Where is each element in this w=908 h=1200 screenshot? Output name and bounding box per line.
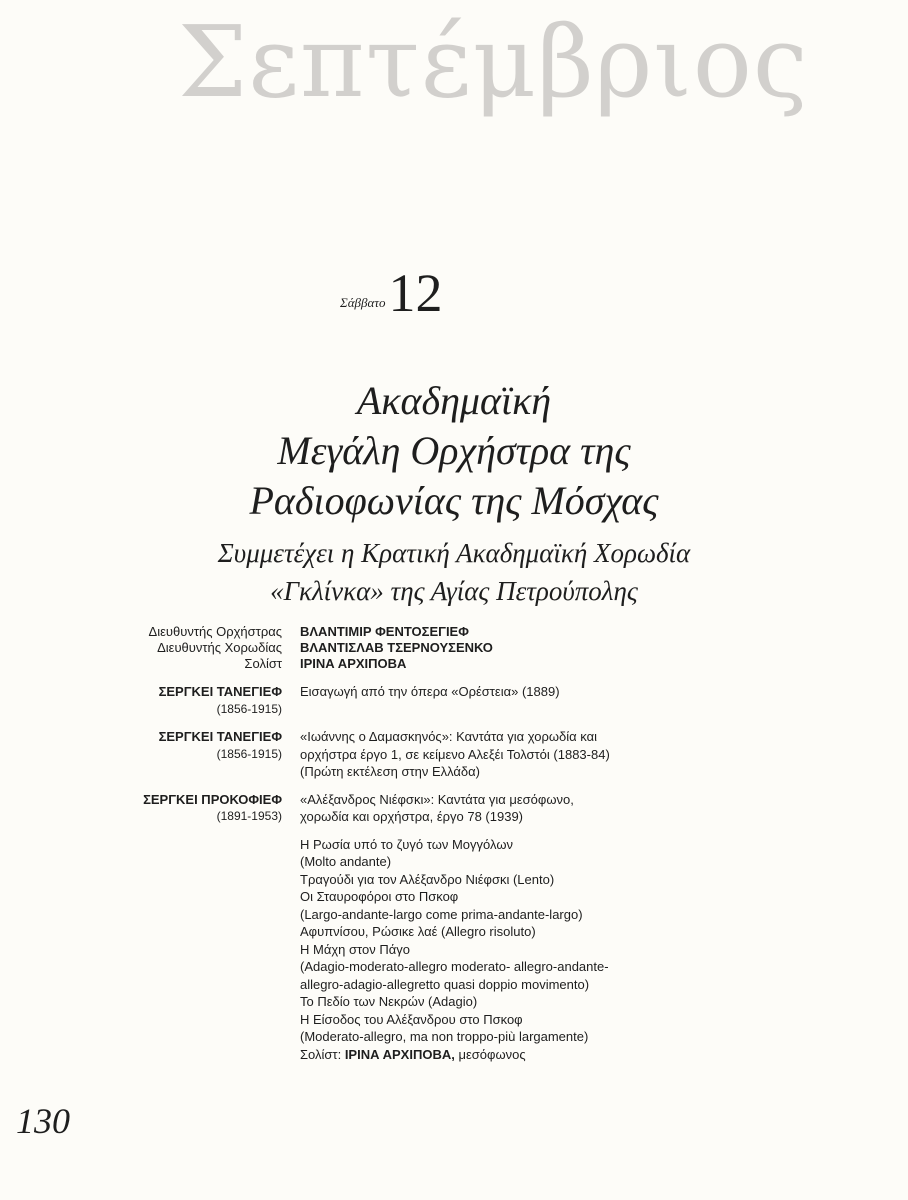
movement-line: Οι Σταυροφόροι στο Πσκοφ xyxy=(300,889,459,904)
credit-name: ΙΡΙΝΑ ΑΡΧΙΠΟΒΑ xyxy=(300,656,407,671)
movement-line: Η Είσοδος του Αλέξανδρου στο Πσκοφ xyxy=(300,1011,523,1027)
credit-row xyxy=(0,640,908,656)
composer-dates: (1856-1915) xyxy=(216,746,282,761)
composer-dates: (1856-1915) xyxy=(216,701,282,716)
composer xyxy=(0,683,282,718)
work-line: «Ιωάννης ο Δαμασκηνός»: Καντάτα για χορωδία και xyxy=(300,729,597,744)
subtitle-line: Συμμετέχει η Κρατική Ακαδημαϊκή Χορωδία xyxy=(217,538,691,568)
composer-name: ΣΕΡΓΚΕΙ ΤΑΝΕΓΙΕΦ xyxy=(158,684,282,699)
movement-line: (Moderato-allegro, ma non troppo-più largamente) xyxy=(300,1029,589,1044)
work-description xyxy=(300,791,660,826)
work-line: ορχήστρα έργο 1, σε κείμενο Αλεξέι Τολστόι (1883-84) xyxy=(300,746,610,762)
work-line: «Αλέξανδρος Νιέφσκι»: Καντάτα για μεσόφωνο, xyxy=(300,791,574,807)
concert-subtitle xyxy=(0,534,908,610)
movements-list xyxy=(300,836,908,1046)
credit-name: ΒΛΑΝΤΙΜΙΡ ΦΕΝΤΟΣΕΓΙΕΦ xyxy=(300,624,469,639)
credit-role: Διευθυντής Ορχήστρας xyxy=(148,624,282,639)
work-line: (Πρώτη εκτέλεση στην Ελλάδα) xyxy=(300,764,481,779)
movement-line: (Largo-andante-largo come prima-andante-largo) xyxy=(300,906,583,922)
soloist-name: ΙΡΙΝΑ ΑΡΧΙΠΟΒΑ, xyxy=(344,1046,455,1062)
credit-role: Διευθυντής Χορωδίας xyxy=(157,640,282,655)
credit-name: ΒΛΑΝΤΙΣΛΑΒ ΤΣΕΡΝΟΥΣΕΝΚΟ xyxy=(300,640,493,655)
month-heading: Σεπτέμβριος xyxy=(178,6,809,120)
movement-line: Τραγούδι για τον Αλέξανδρο Νιέφσκι (Lento) xyxy=(300,871,555,887)
program-works xyxy=(0,683,908,1064)
title-line: Ραδιοφωνίας της Μόσχας xyxy=(249,478,659,523)
movement-line: Η Ρωσία υπό το ζυγό των Μογγόλων xyxy=(300,836,513,852)
work-description xyxy=(300,728,660,781)
soloist-note xyxy=(300,1046,908,1064)
movement-line: Αφυπνίσου, Ρώσικε λαέ (Allegro risoluto) xyxy=(300,924,536,939)
composer-name: ΣΕΡΓΚΕΙ ΠΡΟΚΟΦΙΕΦ xyxy=(143,791,282,807)
page-number: 130 xyxy=(16,1101,70,1141)
credits-list xyxy=(0,624,908,672)
composer-name: ΣΕΡΓΚΕΙ ΤΑΝΕΓΙΕΦ xyxy=(158,729,282,744)
day-name: Σάββατο xyxy=(340,295,386,310)
movement-line: Η Μάχη στον Πάγο xyxy=(300,941,410,957)
movement-line: allegro-adagio-allegretto quasi doppio movimento) xyxy=(300,976,590,992)
movement-line: Το Πεδίο των Νεκρών (Adagio) xyxy=(300,994,478,1009)
work-line: Εισαγωγή από την όπερα «Ορέστεια» (1889) xyxy=(300,684,560,699)
program-work xyxy=(0,791,908,826)
movement-line: (Molto andante) xyxy=(300,854,392,869)
credit-row xyxy=(0,624,908,640)
composer-dates: (1891-1953) xyxy=(216,809,282,823)
event-date xyxy=(340,263,443,323)
subtitle-line: «Γκλίνκα» της Αγίας Πετρούπολης xyxy=(270,576,638,606)
credit-role: Σολίστ xyxy=(244,656,282,671)
concert-title xyxy=(0,376,908,526)
movement-line: (Adagio-moderato-allegro moderato- allegro-andante- xyxy=(300,959,609,974)
work-line: χορωδία και ορχήστρα, έργο 78 (1939) xyxy=(300,809,524,824)
composer xyxy=(0,791,282,826)
title-line: Ακαδημαϊκή xyxy=(356,378,552,423)
program-work xyxy=(0,728,908,781)
program-work xyxy=(0,683,908,718)
composer xyxy=(0,728,282,781)
soloist-voice: μεσόφωνος xyxy=(458,1046,526,1062)
title-line: Μεγάλη Ορχήστρα της xyxy=(277,428,631,473)
day-number: 12 xyxy=(388,263,443,323)
soloist-label: Σολίστ: xyxy=(300,1046,342,1062)
work-description xyxy=(300,683,660,718)
credit-row xyxy=(0,656,908,672)
